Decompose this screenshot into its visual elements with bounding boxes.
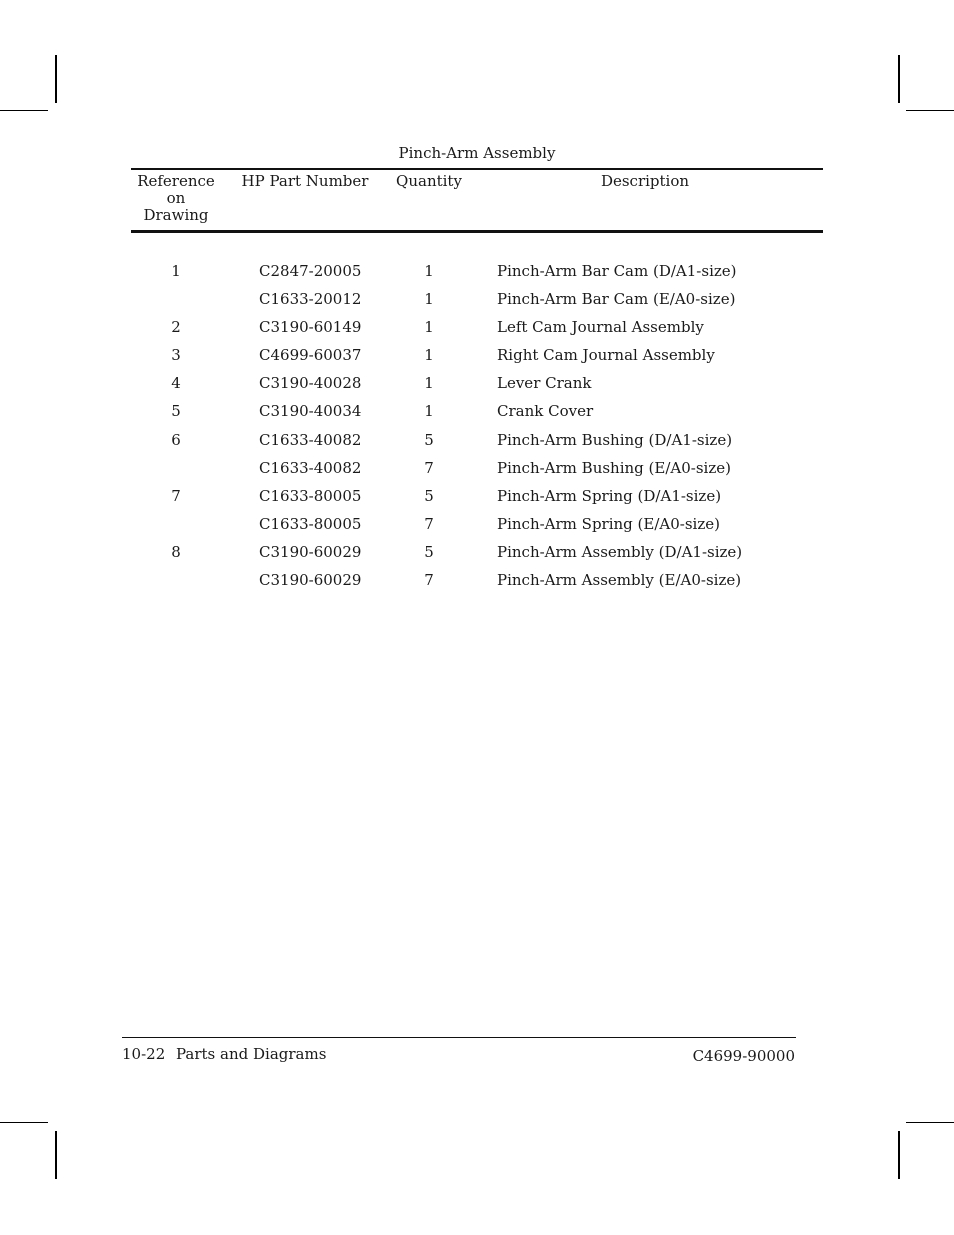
cell-reference: 7	[171, 486, 181, 505]
crop-mark-top-left-horizontal	[0, 110, 48, 111]
cell-description: Pinch-Arm Assembly (D/A1-size)	[497, 542, 743, 561]
table-row	[0, 543, 954, 571]
table-title: Pinch-Arm Assembly	[398, 144, 556, 162]
cell-description: Right Cam Journal Assembly	[497, 346, 715, 365]
cell-description: Pinch-Arm Spring (E/A0-size)	[497, 514, 720, 533]
header-reference-line: on	[166, 189, 186, 207]
footer-section-title: Parts and Diagrams	[176, 1045, 327, 1063]
table-row	[0, 571, 954, 599]
table-row	[0, 402, 954, 430]
table-body	[0, 262, 954, 599]
crop-mark-top-left-vertical	[55, 55, 57, 103]
cell-quantity: 5	[424, 542, 434, 561]
cell-quantity: 7	[424, 514, 434, 533]
cell-part-number: C1633-40082	[259, 430, 362, 449]
cell-reference: 4	[171, 374, 181, 393]
cell-part-number: C3190-40028	[259, 374, 362, 393]
cell-quantity: 1	[424, 402, 434, 421]
cell-quantity: 1	[424, 290, 434, 309]
cell-description: Left Cam Journal Assembly	[497, 318, 704, 337]
table-row	[0, 374, 954, 402]
cell-description: Pinch-Arm Assembly (E/A0-size)	[497, 571, 742, 590]
cell-reference: 1	[171, 262, 181, 280]
cell-description: Crank Cover	[497, 402, 594, 421]
crop-mark-top-right-vertical	[898, 55, 900, 103]
header-reference-line: Drawing	[143, 206, 209, 224]
table-row	[0, 346, 954, 374]
footer-document-number: C4699-90000	[692, 1047, 795, 1065]
cell-quantity: 1	[424, 346, 434, 365]
table-row	[0, 459, 954, 487]
table-header-rule	[131, 230, 823, 233]
crop-mark-bottom-right-horizontal	[906, 1122, 954, 1123]
cell-part-number: C2847-20005	[259, 262, 362, 280]
cell-description: Pinch-Arm Bar Cam (E/A0-size)	[497, 290, 736, 309]
table-top-rule	[131, 168, 823, 170]
cell-part-number: C3190-60029	[259, 571, 362, 590]
header-reference-line: Reference	[137, 172, 215, 190]
cell-reference: 5	[171, 402, 181, 421]
crop-mark-bottom-left-vertical	[55, 1131, 57, 1179]
cell-description: Pinch-Arm Bushing (E/A0-size)	[497, 458, 731, 477]
table-row	[0, 515, 954, 543]
cell-reference: 2	[171, 318, 181, 337]
cell-reference: 3	[171, 346, 181, 365]
cell-quantity: 5	[424, 486, 434, 505]
cell-part-number: C3190-60149	[259, 318, 362, 337]
cell-quantity: 7	[424, 571, 434, 590]
table-row	[0, 431, 954, 459]
cell-part-number: C1633-80005	[259, 514, 362, 533]
header-part-number: HP Part Number	[241, 172, 369, 190]
cell-quantity: 1	[424, 262, 434, 280]
cell-quantity: 1	[424, 318, 434, 337]
header-description: Description	[600, 172, 690, 190]
cell-part-number: C3190-40034	[259, 402, 362, 421]
cell-part-number: C1633-20012	[259, 290, 362, 309]
cell-quantity: 5	[424, 430, 434, 449]
table-row	[0, 318, 954, 346]
cell-reference: 8	[171, 542, 181, 561]
cell-description: Pinch-Arm Spring (D/A1-size)	[497, 486, 722, 505]
cell-description: Lever Crank	[497, 374, 592, 393]
cell-part-number: C3190-60029	[259, 542, 362, 561]
cell-part-number: C1633-80005	[259, 486, 362, 505]
footer-page-number: 10-22	[122, 1045, 166, 1063]
table-row	[0, 487, 954, 515]
cell-description: Pinch-Arm Bar Cam (D/A1-size)	[497, 262, 737, 280]
cell-quantity: 1	[424, 374, 434, 393]
cell-reference: 6	[171, 430, 181, 449]
crop-mark-top-right-horizontal	[906, 110, 954, 111]
table-row	[0, 262, 954, 290]
cell-part-number: C4699-60037	[259, 346, 362, 365]
header-reference	[131, 173, 221, 224]
cell-part-number: C1633-40082	[259, 458, 362, 477]
crop-mark-bottom-right-vertical	[898, 1131, 900, 1179]
header-quantity: Quantity	[396, 172, 462, 190]
cell-description: Pinch-Arm Bushing (D/A1-size)	[497, 430, 733, 449]
footer-rule	[122, 1037, 796, 1038]
table-row	[0, 290, 954, 318]
cell-quantity: 7	[424, 458, 434, 477]
crop-mark-bottom-left-horizontal	[0, 1122, 48, 1123]
